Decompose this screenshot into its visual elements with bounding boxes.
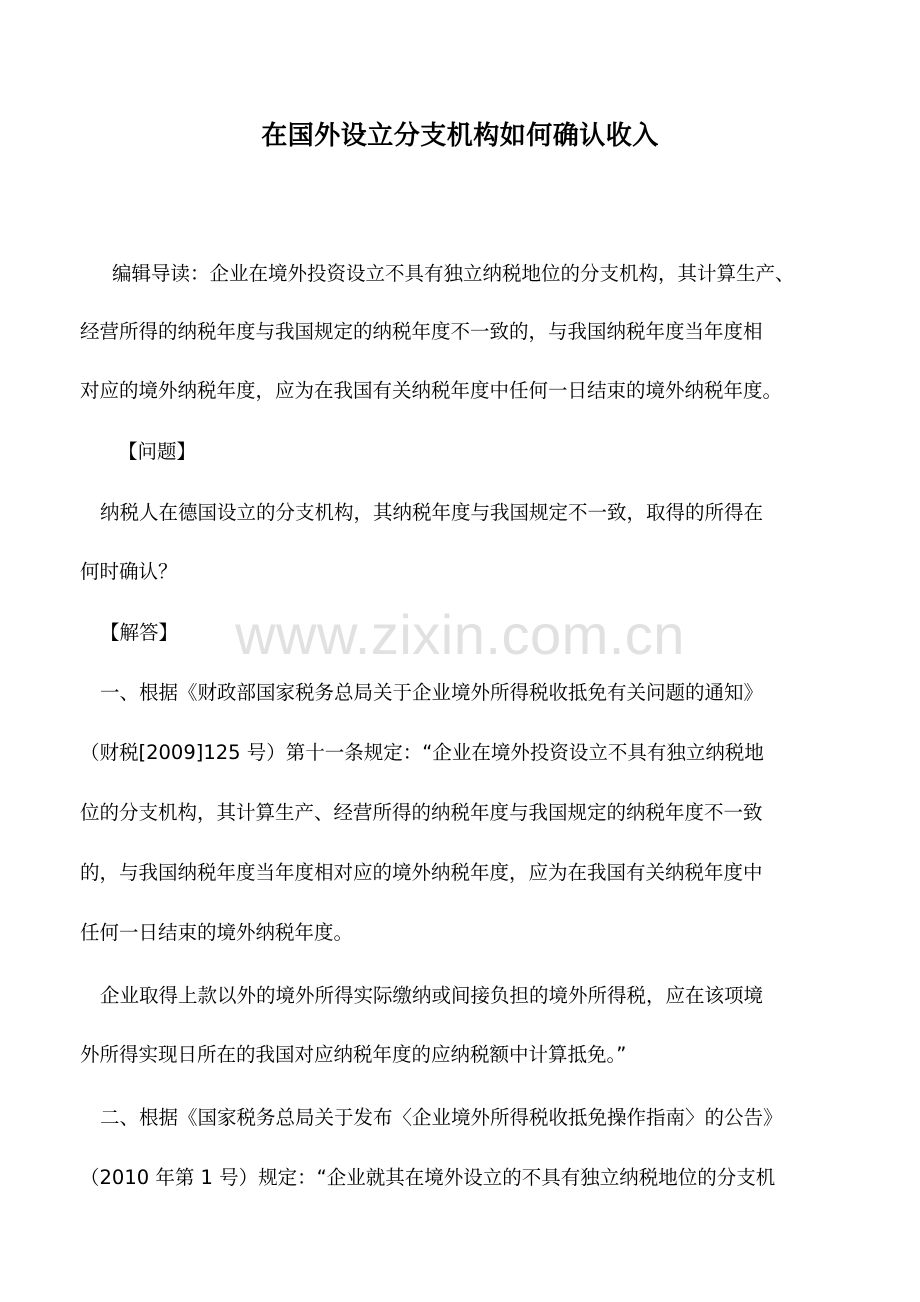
- intro-line-2: 经营所得的纳税年度与我国规定的纳税年度不一致的，与我国纳税年度当年度相: [80, 320, 763, 343]
- question-line-2: 何时确认？: [80, 560, 178, 583]
- document-title: 在国外设立分支机构如何确认收入: [261, 121, 659, 151]
- intro-line-3: 对应的境外纳税年度，应为在我国有关纳税年度中任何一日结束的境外纳税年度。: [80, 379, 783, 402]
- question-heading: 【问题】: [118, 440, 197, 463]
- answer-line-4: 的，与我国纳税年度当年度相对应的境外纳税年度，应为在我国有关纳税年度中: [80, 861, 763, 884]
- question-line-1: 纳税人在德国设立的分支机构，其纳税年度与我国规定不一致，取得的所得在: [100, 501, 764, 524]
- answer-line-6: 企业取得上款以外的境外所得实际缴纳或间接负担的境外所得税，应在该项境: [100, 984, 764, 1007]
- watermark: www.zixin.com.cn: [235, 603, 685, 666]
- answer-line-3: 位的分支机构，其计算生产、经营所得的纳税年度与我国规定的纳税年度不一致: [80, 801, 763, 824]
- answer-line-1: 一、根据《财政部国家税务总局关于企业境外所得税收抵免有关问题的通知》: [100, 681, 764, 704]
- answer-line-5: 任何一日结束的境外纳税年度。: [80, 921, 354, 944]
- answer-line-9: （2010 年第 1 号）规定：“企业就其在境外设立的不具有独立纳税地位的分支机: [80, 1166, 776, 1189]
- answer-line-8: 二、根据《国家税务总局关于发布〈企业境外所得税收抵免操作指南〉的公告》: [100, 1106, 783, 1129]
- intro-line-1: 编辑导读：企业在境外投资设立不具有独立纳税地位的分支机构，其计算生产、: [112, 262, 795, 285]
- answer-line-7: 外所得实现日所在的我国对应纳税年度的应纳税额中计算抵免。”: [80, 1043, 627, 1066]
- answer-line-2: （财税[2009]125 号）第十一条规定：“企业在境外投资设立不具有独立纳税地: [80, 741, 764, 764]
- answer-heading: 【解答】: [100, 621, 179, 644]
